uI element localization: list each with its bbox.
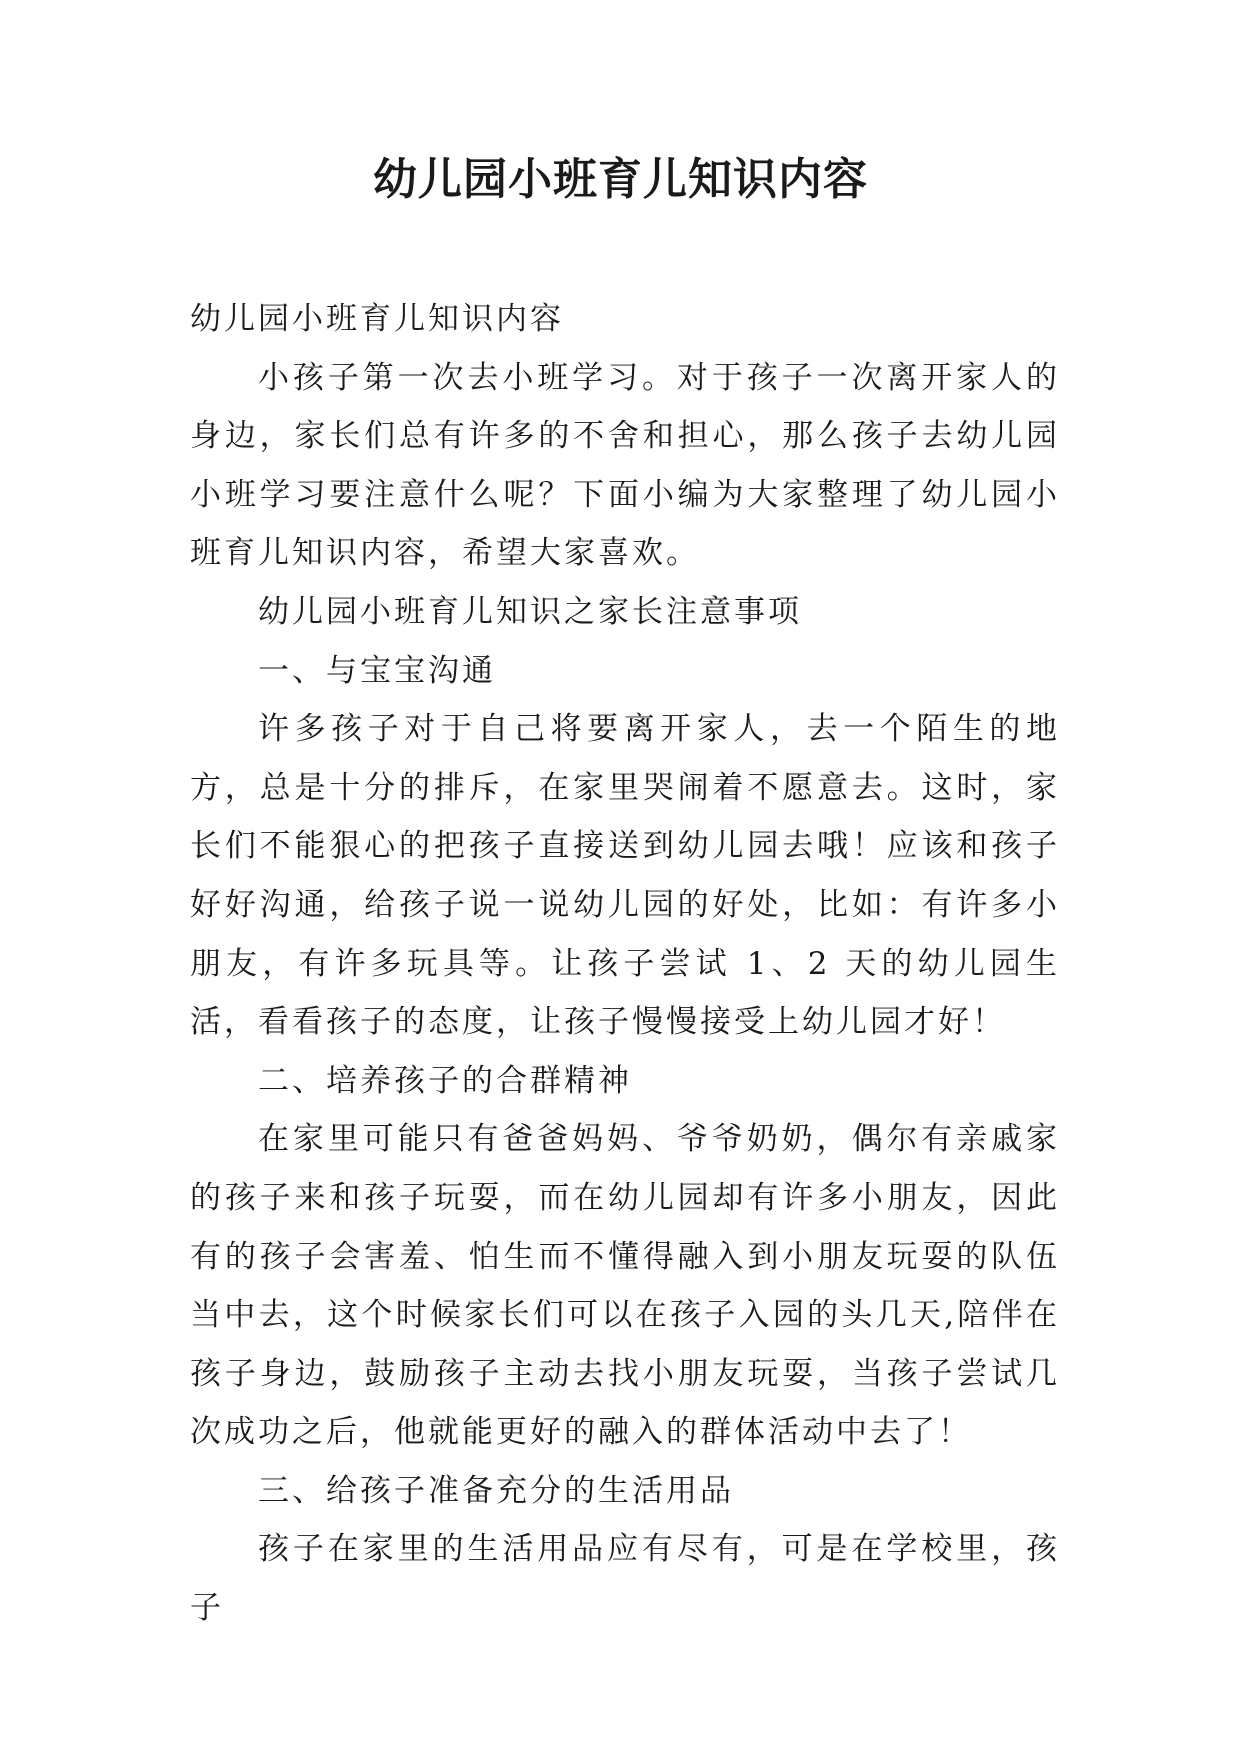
- document-title: 幼儿园小班育儿知识内容: [373, 154, 868, 205]
- section-heading-1: 一、与宝宝沟通: [258, 652, 496, 689]
- intro-paragraph: 小孩子第一次去小班学习。对于孩子一次离开家人的身边，家长们总有许多的不舍和担心，那么孩子去幼儿园小班学习要注意什么呢？下面小编为大家整理了幼儿园小班育儿知识内容，希望大家喜欢。: [190, 359, 1060, 572]
- section-heading-3: 三、给孩子准备充分的生活用品: [258, 1472, 734, 1509]
- section-heading-2: 二、培养孩子的合群精神: [258, 1062, 632, 1099]
- section-paragraph-2: 在家里可能只有爸爸妈妈、爷爷奶奶，偶尔有亲戚家的孩子来和孩子玩耍，而在幼儿园却有许多小朋友，因此有的孩子会害羞、怕生而不懂得融入到小朋友玩耍的队伍当中去，这个时候家长们可以在孩子入园的头几天,陪伴在孩子身边，鼓励孩子主动去找小朋友玩耍，当孩子尝试几次成功之后，他就能更好的融入的群体活动中去了！: [190, 1121, 1060, 1451]
- section-paragraph-3: 孩子在家里的生活用品应有尽有，可是在学校里，孩子: [190, 1531, 1060, 1627]
- document-body: [190, 290, 1060, 1638]
- section-heading-parent-notes: 幼儿园小班育儿知识之家长注意事项: [258, 593, 802, 630]
- section-paragraph-1: 许多孩子对于自己将要离开家人，去一个陌生的地方，总是十分的排斥，在家里哭闹着不愿意去。这时，家长们不能狠心的把孩子直接送到幼儿园去哦！应该和孩子好好沟通，给孩子说一说幼儿园的好处，比如：有许多小朋友，有许多玩具等。让孩子尝试 1、2 天的幼儿园生活，看看孩子的态度，让孩子慢慢接受上幼儿园才好！: [190, 711, 1060, 1041]
- document-subtitle: 幼儿园小班育儿知识内容: [190, 301, 564, 337]
